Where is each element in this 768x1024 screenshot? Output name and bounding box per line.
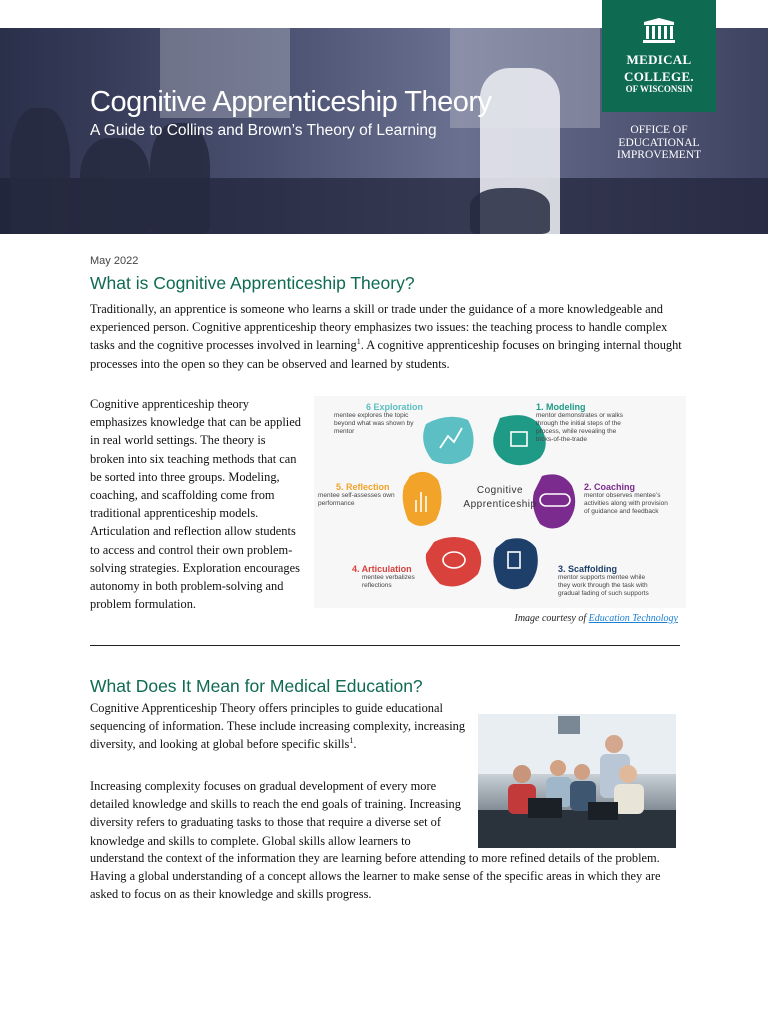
image-caption (440, 613, 678, 624)
exploration-petal (423, 417, 473, 464)
step-modeling: 1. Modeling mentor demonstrates or walks through the initial steps of the process, while revealing the tricks-of-the-trade (536, 402, 624, 443)
hero-audience-figure (470, 188, 550, 234)
students-with-laptops-photo (478, 714, 676, 848)
section-heading: What Does It Mean for Medical Education? (90, 676, 423, 696)
step-scaffolding: 3. Scaffolding mentor supports mentee while they work through the task with gradual fading of such supports (558, 564, 649, 597)
caption-text: Image courtesy of (514, 613, 589, 624)
page-subtitle: A Guide to Collins and Brown’s Theory of Learning (90, 122, 437, 139)
step-articulation: 4. Articulation mentee verbalizes reflections (352, 564, 415, 589)
body-paragraph: understand the context of the information they are learning before attending to more refined details of the problem. Having a global understanding of a concept allows the learner to make sense of the specific areas in which they are asked to focus on as their knowledge and skills progress. (90, 851, 661, 902)
photo-graphic (478, 714, 676, 848)
college-logo (602, 0, 716, 112)
citation-marker: 1 (356, 337, 361, 347)
logo-line: OF WISCONSIN (625, 84, 693, 94)
intro-text: . A cognitive apprenticeship focuses on bringing internal thought processes into the open so they can be observed and learned by students. (90, 338, 682, 371)
step-exploration: 6 Exploration mentee explores the topic beyond what was shown by mentor (334, 402, 424, 435)
step-coaching: 2. Coaching mentor observes mentee’s activities along with provision of guidance and feedback (584, 482, 668, 515)
logo-line: MEDICAL (626, 52, 692, 67)
office-line: OFFICE OF (630, 124, 688, 136)
reflection-petal (403, 472, 442, 526)
diagram-center-label: Cognitive Apprenticeship (463, 485, 537, 510)
cognitive-apprenticeship-diagram (314, 396, 686, 608)
intro-paragraph (90, 300, 682, 373)
side-paragraph: Cognitive apprenticeship theory emphasizes knowledge that can be applied in real world settings. The theory is broken into six teaching methods that can be sorted into three groups. Modeling, coaching, and scaffolding come from traditional apprenticeship models. Articulation and reflection allow students to access and control their own problem-solving strategies. Exploration encourages autonomy in both problem-solving and problem formulation. (90, 397, 301, 612)
hero-audience-figure (80, 138, 150, 234)
body-text: Cognitive Apprenticeship Theory offers principles to guide educational sequencing of information. These include increasing complexity, increasing diversity, and looking at global before specific skills (90, 701, 466, 752)
office-line: IMPROVEMENT (616, 149, 702, 161)
education-technology-link[interactable]: Education Technology (588, 613, 678, 624)
intro-text: Traditionally, an apprentice is someone who learns a skill or trade under the guidance of a more knowledgeable and experienced person. Cognitive apprenticeship theory emphasizes two issues: the teaching process to handle complex tasks and the cognitive processes involved in learning (90, 302, 668, 353)
building-logo-icon (642, 18, 676, 44)
office-name (602, 124, 716, 162)
publication-date: May 2022 (90, 255, 139, 267)
section-heading: What is Cognitive Apprenticeship Theory? (90, 273, 415, 293)
section-divider (90, 645, 680, 646)
articulation-petal (426, 537, 481, 586)
scaffolding-petal (493, 538, 537, 589)
office-line: EDUCATIONAL (618, 136, 700, 149)
body-paragraph: Increasing complexity focuses on gradual development of every more detailed knowledge and skills to reach the end goals of training. Increasing diversity refers to graduating tasks to those that require a diverse set of knowledge and skills to complete. Global skills allow learners to (90, 779, 461, 848)
hero-audience-figure (10, 108, 70, 234)
body-paragraph (90, 699, 468, 754)
step-reflection: 5. Reflection mentee self-assesses own performance (318, 482, 395, 507)
logo-line: COLLEGE. (624, 69, 694, 84)
body-text: . (353, 737, 357, 752)
page-title: Cognitive Apprenticeship Theory (90, 86, 492, 118)
citation-marker: 1 (349, 736, 354, 746)
